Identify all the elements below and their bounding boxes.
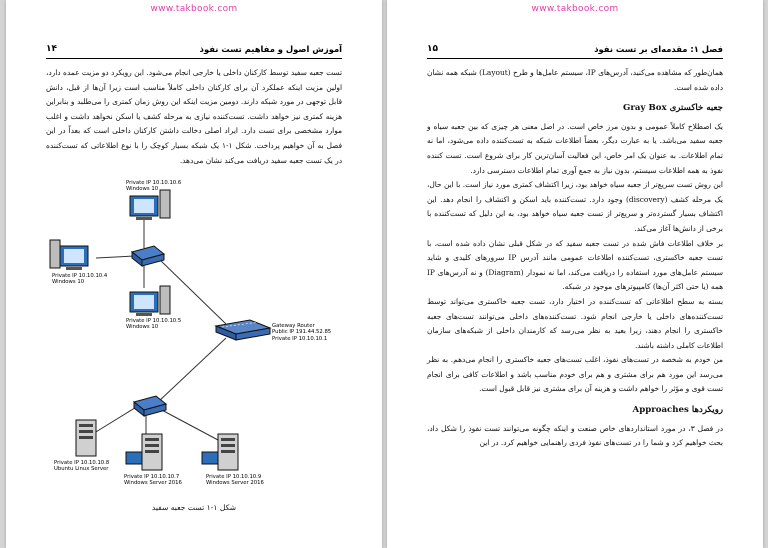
body-text	[427, 66, 723, 451]
page-header	[427, 44, 723, 59]
paragraph: یک اصطلاح کاملاً عمومی و بدون مرز خاص است. در اصل معنی هر چیزی که بین جعبه سیاه و جعبه سفید می‌باشد. یا به عبارت دیگر، بعضاً اطلاعات شبکه به تست‌کننده داده می‌شود، اما نه تمام اطلاعات. به عنوان یک امر خاص، این فعالیت آسان‌ترین کار برای شروع است. تست کننده نفوذ به همه اطلاعات سیستم، بدون نیاز به جمع آوری تمام اطلاعات دسترسی دارد.	[427, 121, 723, 175]
page-header	[46, 44, 342, 59]
pc-icon	[130, 190, 170, 220]
watermark-link[interactable]: www.takbook.com	[150, 4, 238, 14]
right-page	[387, 0, 763, 548]
paragraph: من خودم به شخصه در تست‌های نفوذ، اغلب تست‌های جعبه خاکستری را انجام می‌دهم. به نظر می‌رسد این مورد هم برای مشتری و هم برای خودم مناسب باشد و اطلاعات کافی برای انجام تست قوی و مؤثر را خواهم داشت و هزینه آن برای مشتری نیز قابل قبول است.	[427, 355, 723, 394]
server-icon	[76, 420, 96, 456]
pc-icon	[50, 240, 88, 270]
paragraph: بسته به سطح اطلاعاتی که تست‌کننده در اختیار دارد، تست جعبه خاکستری می‌تواند توسط تست‌کننده‌های داخلی یا خارجی انجام شود. تست‌کننده‌های داخلی می‌توانند تست‌های جعبه خاکستری را انجام دهند، زیرا بعید به نظر می‌رسد که کارمندان داخلی از شبکه‌های سازمان اطلاعات کاملی داشته باشند.	[427, 296, 723, 350]
running-title: آموزش اصول و مفاهیم تست نفوذ	[199, 44, 342, 54]
node-label-pc-mid: Private IP 10.10.10.5 Windows 10	[126, 318, 182, 331]
router-icon	[216, 320, 270, 340]
network-diagram	[46, 176, 342, 496]
section-heading: جعبه خاکستری Gray Box	[623, 103, 723, 114]
page-number: ۱۵	[427, 44, 438, 54]
paragraph: تست جعبه سفید توسط کارکنان داخلی یا خارجی انجام می‌شود. این رویکرد دو مزیت عمده دارد، اولین مزیت اینکه عملکرد آن برای کارکنان داخلی کاملاً مناسب است زیرا آن‌ها از قبل، دانش قابل توجهی در مورد شبکه دارند. دومین مزیت اینکه این روش زمان کمتری را می‌طلبد و بنابراین هزینه کمتری نیز خواهد داشت. تست‌کننده نیازی به مرحله کشف یا اسکن نخواهد داشت و اغلب موارد مشخصی برای تست دارد. ایراد اصلی دخالت داشتن کارکنان داخلی است که بعداً در این فصل به آن خواهیم پرداخت. شکل ۱-۱ یک شبکه بسیار کوچک را با نوع اطلاعاتی که تست‌کننده در یک تست جعبه سفید دریافت می‌کند نشان می‌دهد.	[46, 68, 342, 165]
pc-icon	[130, 286, 170, 316]
body-text	[46, 66, 342, 168]
figure-caption: شکل ۱-۱ تست جعبه سفید	[151, 503, 237, 512]
node-label-server-left: Private IP 10.10.10.8 Ubuntu Linux Server	[54, 460, 110, 473]
paragraph: بر خلاف اطلاعات فاش شده در تست جعبه سفید که در شکل قبلی نشان داده شده است، با تست جعبه خاکستری، تست‌کننده اطلاعات عمومی مانند آدرس IP سرورهای کلیدی و شاید سیستم عامل‌های مورد استفاده را دریافت می‌کند، اما نه نمودار (Diagram) و نه آدرس‌های IP همه (یا حتی اکثر آن‌ها) کامپیوترهای موجود در شبکه.	[427, 238, 723, 292]
section-heading: رویکردها Approaches	[632, 405, 723, 416]
page-number: ۱۴	[46, 44, 57, 54]
left-page	[6, 0, 382, 548]
server-icon	[202, 434, 238, 470]
running-title: فصل ۱: مقدمه‌ای بر تست نفوذ	[594, 44, 723, 54]
watermark-link[interactable]: www.takbook.com	[531, 4, 619, 14]
server-icon	[126, 434, 162, 470]
node-label-server-right: Private IP 10.10.10.9 Windows Server 2016	[206, 474, 264, 487]
intro-paragraph: همان‌طور که مشاهده می‌کنید، آدرس‌های IP، سیستم عامل‌ها و طرح (Layout) شبکه همه نشان داده شده است.	[427, 68, 723, 92]
paragraph: این روش تست سریع‌تر از جعبه سیاه خواهد بود، زیرا اکتشاف کمتری مورد نیاز است. با این حال، یک مرحله کشف (discovery) وجود دارد. تست‌کننده باید اسکن و اکتشاف را انجام دهد. این اکتشاف بسیار گسترده‌تر و سریع‌تر از تست جعبه سیاه خواهد بود، به این دلیل که تست‌کننده با برخی از دانش‌ها آغاز می‌کند.	[427, 180, 723, 233]
node-label-server-mid: Private IP 10.10.10.7 Windows Server 2016	[124, 474, 182, 487]
node-label-router: Gateway Router Public IP 191.44.52.85 Private IP 10.10.10.1	[272, 323, 332, 342]
node-label-pc-left: Private IP 10.10.10.4 Windows 10	[52, 273, 108, 286]
node-label-pc-top: Private IP 10.10.10.6 Windows 10	[126, 180, 182, 193]
paragraph: در فصل ۳، در مورد استانداردهای خاص صنعت و اینکه چگونه می‌توانند تست نفوذ را شکل داد، بحث خواهیم کرد و شما را در تست‌های نفوذ فردی راهنمایی خواهیم کرد. در این	[427, 423, 723, 448]
switch-icon	[132, 246, 164, 266]
